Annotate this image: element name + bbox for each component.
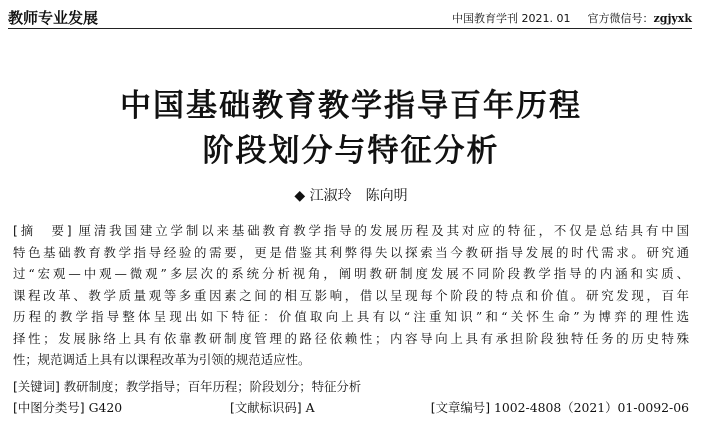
classification-row bbox=[13, 398, 689, 418]
journal-info bbox=[452, 10, 692, 26]
article-title-line-1: 中国基础教育教学指导百年历程 bbox=[120, 88, 582, 124]
article-title-line-2: 阶段划分与特征分析 bbox=[202, 133, 500, 169]
keywords-label: [关键词] bbox=[13, 379, 60, 394]
author-name: 陈向明 bbox=[365, 188, 408, 204]
column-name: 教师专业发展 bbox=[8, 9, 99, 27]
article-number: [文章编号] 1002-4808（2021）01-0092-06 bbox=[430, 400, 689, 415]
abstract-label: [摘 要] bbox=[13, 223, 72, 238]
abstract-line: 课程改革、教学质量观等多重因素之间的相互影响，借以呈现每个阶段的特点和价值。研究发现，百年 bbox=[13, 287, 689, 303]
running-header bbox=[8, 6, 692, 29]
abstract-line: 性；规范调适上具有以课程改革为引领的规范适应性。 bbox=[13, 352, 311, 367]
document-code: [文献标识码] A bbox=[230, 400, 315, 415]
diamond-icon: ◆ bbox=[294, 188, 306, 204]
author-name: 江淑玲 bbox=[309, 188, 352, 204]
abstract bbox=[13, 220, 689, 371]
journal-issue: 中国教育学刊 2021. 01 bbox=[452, 12, 571, 25]
author-line bbox=[0, 185, 702, 205]
abstract-line: 历程的教学指导整体呈现出如下特征：价值取向上具有以“注重知识”和“关怀生命”为博弈的理性选 bbox=[13, 309, 689, 324]
keywords-text: 教研制度；教学指导；百年历程；阶段划分；特征分析 bbox=[63, 379, 362, 394]
wechat-id: zgjyxk bbox=[653, 12, 692, 25]
wechat-label: 官方微信号： bbox=[587, 12, 654, 25]
abstract-line: 择性；发展脉络上具有依靠教研制度管理的路径依赖性；内容导向上具有承担阶段独特任务的历史特殊 bbox=[13, 330, 689, 346]
abstract-line: 过“宏观—中观—微观”多层次的系统分析视角，阐明教研制度发展不同阶段教学指导的内涵和实质、 bbox=[13, 266, 689, 281]
abstract-line: 特色基础教育教学指导经验的需要，更是借鉴其利弊得失以探索当今教研指导发展的时代需求。研究通 bbox=[13, 244, 689, 260]
clc-number: [中图分类号] G420 bbox=[13, 400, 123, 415]
abstract-line: [摘 要] 厘清我国建立学制以来基础教育教学指导的发展历程及其对应的特征，不仅是总结具有中国 bbox=[13, 223, 689, 238]
keywords bbox=[13, 377, 361, 395]
